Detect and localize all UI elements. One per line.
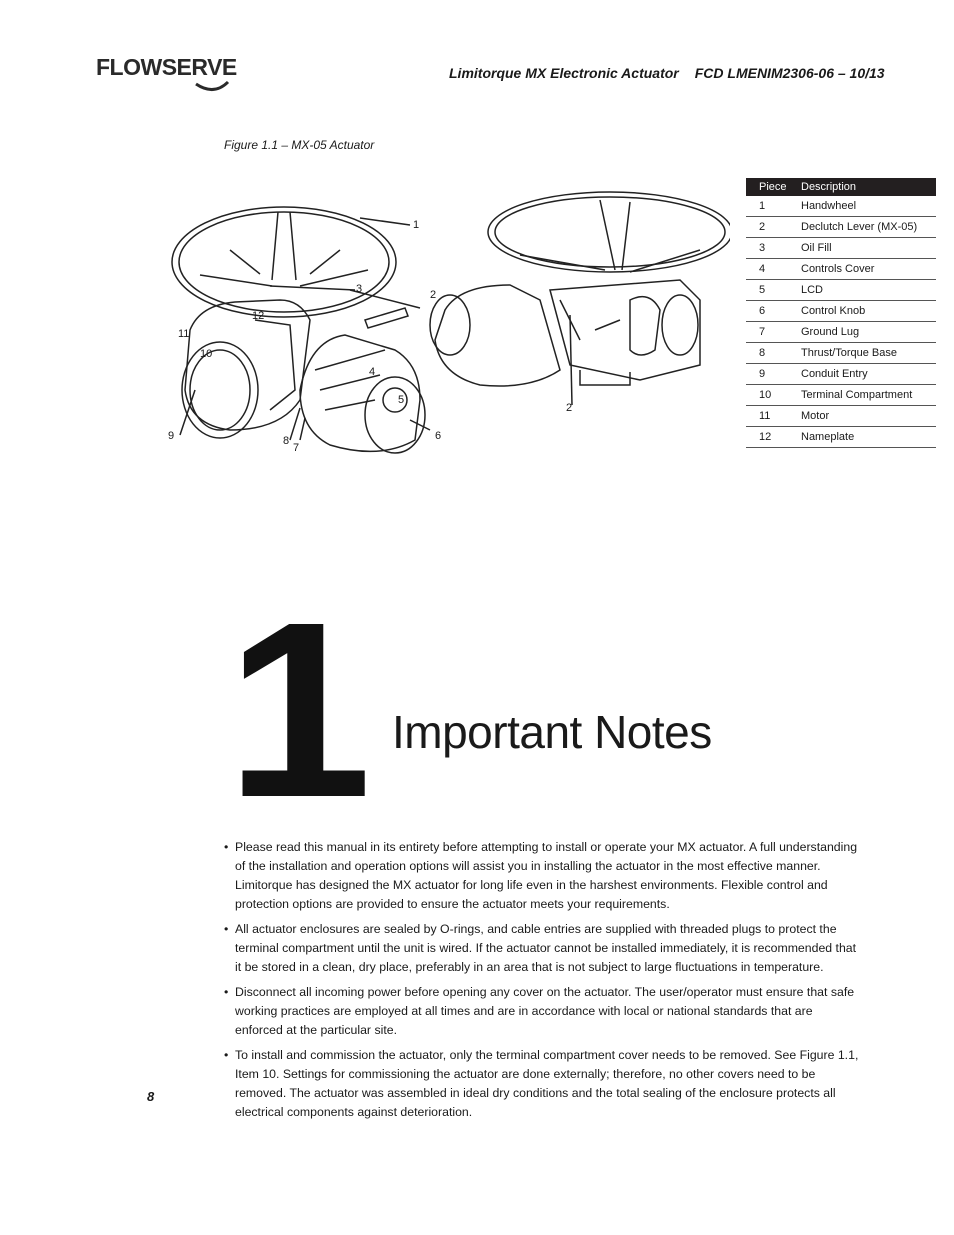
list-item: • Disconnect all incoming power before opening any cover on the actuator. The user/operator must ensure that safe working practices are employed at all times and are in accordance with local or national standards that are enforced at the particular site.	[222, 983, 862, 1040]
description-cell: Declutch Lever (MX-05)	[789, 217, 936, 238]
callout-5: 5	[398, 394, 405, 406]
description-cell: Oil Fill	[789, 238, 936, 259]
piece-cell: 3	[746, 238, 789, 259]
figure-caption: Figure 1.1 – MX-05 Actuator	[224, 138, 375, 152]
piece-cell: 1	[746, 196, 789, 217]
callout-6: 6	[435, 430, 442, 442]
actuator-figure	[160, 190, 730, 465]
callout-1: 1	[413, 219, 420, 231]
table-row	[746, 301, 936, 322]
running-header	[449, 65, 885, 81]
logo-swoosh-icon	[96, 56, 236, 96]
callout-10: 10	[200, 348, 213, 360]
list-item: • All actuator enclosures are sealed by O-rings, and cable entries are supplied with threaded plugs to protect the terminal compartment until the unit is wired. If the actuator cannot be installed immediately, it is recommended that it be stored in a clean, dry place, preferably in an area that is not subject to large fluctuations in temperature.	[222, 920, 862, 977]
table-row	[746, 364, 936, 385]
table-row	[746, 406, 936, 427]
header-piece: Piece	[746, 178, 789, 196]
piece-cell: 4	[746, 259, 789, 280]
callout-9: 9	[168, 430, 175, 442]
piece-cell: 9	[746, 364, 789, 385]
callout-3: 3	[356, 283, 363, 295]
logo-wordmark: FLOWSERVE	[96, 54, 237, 80]
callout-12: 12	[252, 310, 265, 322]
list-item: • Please read this manual in its entirety before attempting to install or operate your MX actuator. A full understanding of the installation and operation options will assist you in installing the actuator in the most effective manner. Limitorque has designed the MX actuator for long life even in the harshest environments. Flexible control and protection options are provided to ensure the actuator meets your requirements.	[222, 838, 862, 914]
callout-8: 8	[283, 435, 290, 447]
description-cell: Control Knob	[789, 301, 936, 322]
piece-cell: 2	[746, 217, 789, 238]
description-cell: Nameplate	[789, 427, 936, 448]
table-row	[746, 217, 936, 238]
table-row	[746, 343, 936, 364]
callout-2: 2	[430, 289, 437, 301]
piece-cell: 10	[746, 385, 789, 406]
table-row	[746, 427, 936, 448]
piece-cell: 6	[746, 301, 789, 322]
table-row	[746, 385, 936, 406]
piece-cell: 5	[746, 280, 789, 301]
table-row	[746, 238, 936, 259]
piece-cell: 12	[746, 427, 789, 448]
table-row	[746, 280, 936, 301]
table-row	[746, 322, 936, 343]
page-number: 8	[147, 1089, 155, 1104]
description-cell: Controls Cover	[789, 259, 936, 280]
description-cell: Ground Lug	[789, 322, 936, 343]
callout-11: 11	[178, 328, 190, 340]
list-item: • To install and commission the actuator, only the terminal compartment cover needs to be removed. See Figure 1.1, Item 10. Settings for commissioning the actuator are done externally; therefore, no other covers need to be removed. The actuator was assembled in ideal dry conditions and the total sealing of the enclosure protects all electrical components against deterioration.	[222, 1046, 862, 1122]
piece-cell: 8	[746, 343, 789, 364]
description-cell: Terminal Compartment	[789, 385, 936, 406]
doc-code: FCD LMENIM2306-06 – 10/13	[694, 65, 885, 81]
description-cell: LCD	[789, 280, 936, 301]
important-notes-list	[222, 838, 862, 1128]
table-header-row	[746, 178, 936, 196]
table-row	[746, 259, 936, 280]
callout-2b: 2	[566, 402, 573, 414]
header-description: Description	[789, 178, 936, 196]
chapter-number: 1	[226, 570, 362, 849]
chapter-title: Important Notes	[392, 706, 712, 758]
table-row	[746, 196, 936, 217]
doc-title: Limitorque MX Electronic Actuator	[449, 65, 679, 81]
actuator-illustration	[160, 190, 730, 460]
description-cell: Handwheel	[789, 196, 936, 217]
piece-cell: 7	[746, 322, 789, 343]
callout-7: 7	[293, 442, 300, 454]
description-cell: Thrust/Torque Base	[789, 343, 936, 364]
piece-cell: 11	[746, 406, 789, 427]
piece-legend-table	[746, 178, 936, 448]
description-cell: Conduit Entry	[789, 364, 936, 385]
flowserve-logo	[96, 56, 237, 79]
description-cell: Motor	[789, 406, 936, 427]
callout-4: 4	[369, 366, 376, 378]
